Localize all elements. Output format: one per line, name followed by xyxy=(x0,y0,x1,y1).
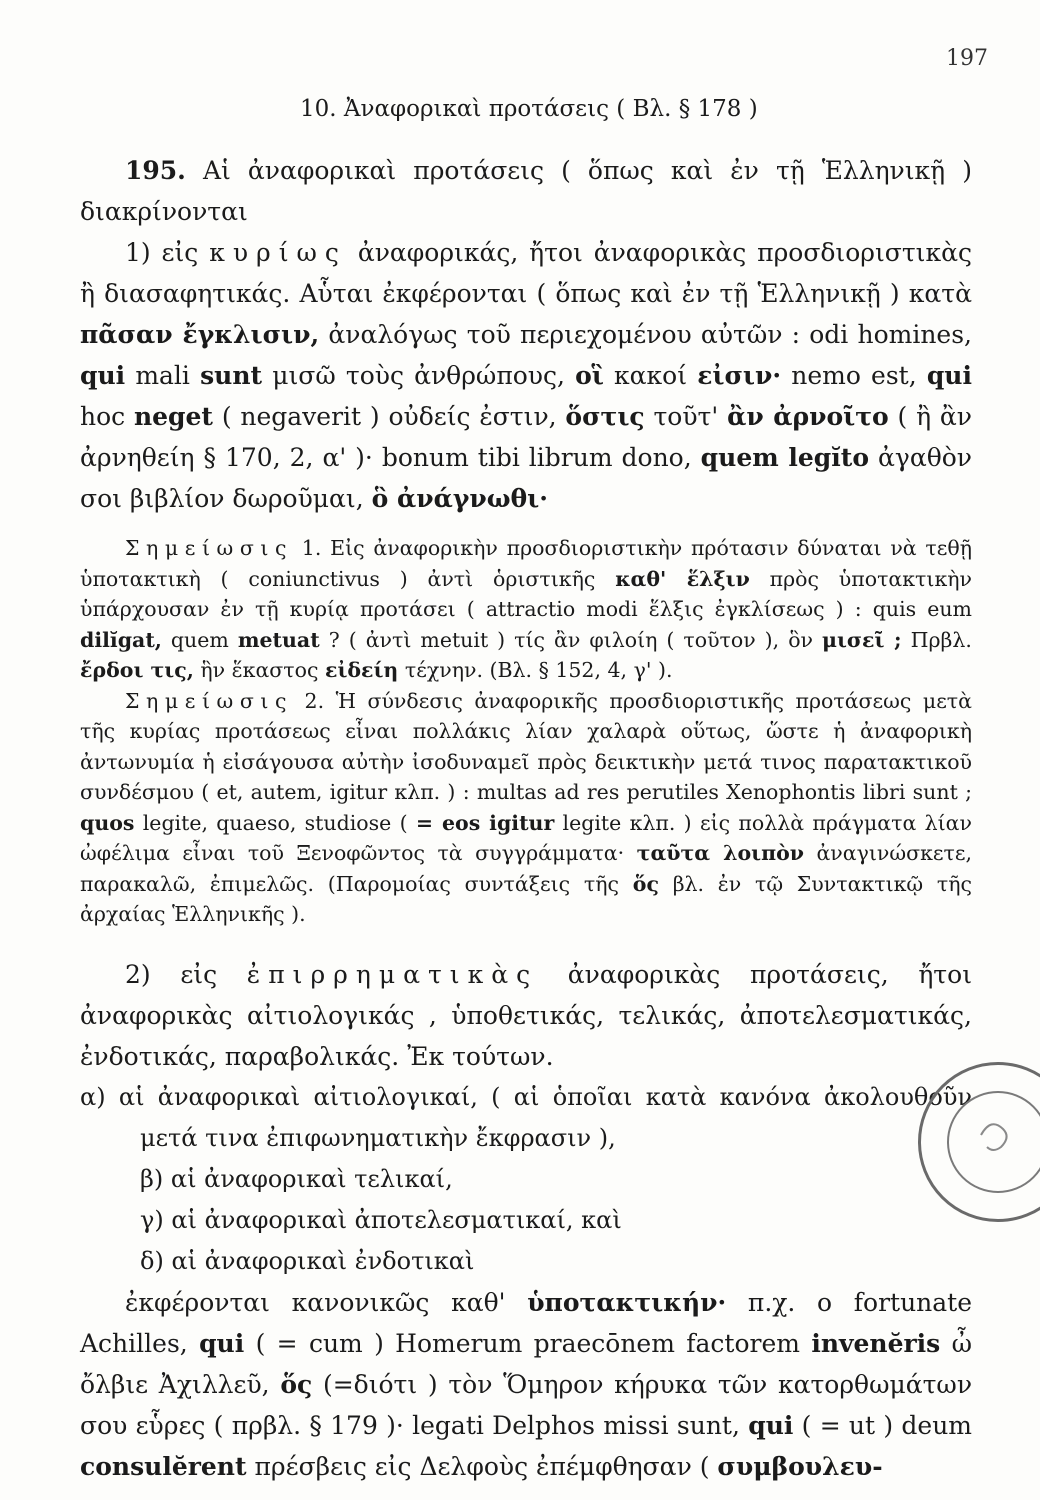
paragraph-195-item-1: 1) εἰς κυρίως ἀναφορικάς, ἤτοι ἀναφορικὰς προσδιοριστικὰς ἢ διασαφητικάς. Αὗται ἐκφέρονται ( ὅπως καὶ ἐν τῇ Ἑλληνικῇ ) κατὰ πᾶσαν ἔγκλισιν, ἀναλόγως τοῦ περιεχομένου αὐτῶν : odi homines, qui mali sunt μισῶ τοὺς ἀνθρώπους, οἳ κακοί εἰσιν· nemo est, qui hoc neget ( negaverit ) οὐδείς ἐστιν, ὅστις τοῦτ' ἂν ἀρνοῖτο ( ἢ ἂν ἀρνηθείη § 170, 2, α' )· bonum tibi librum dono, quem legĭto ἀγαθὸν σοι βιβλίον δωροῦμαι, ὃ ἀνάγνωθι· xyxy=(80,238,973,513)
note-2: Σημείωσις 2. Ἡ σύνδεσις ἀναφορικῆς προσδιοριστικῆς προτάσεως μετὰ τῆς κυρίας προτάσεως εἶναι πολλάκις λίαν χαλαρὰ οὕτως, ὥστε ἡ ἀναφορικὴ ἀντωνυμία ἡ εἰσάγουσα αὐτὴν ἰσοδυναμεῖ πρὸς δεικτικὴν μετά τινος παρατακτικοῦ συνδέσμου ( et, autem, igitur κλπ. ) : multas ad res perutiles Xenophontis libri sunt ; quos legite, quaeso, studiose ( = eos igitur legite κλπ. ) εἰς πολλὰ πράγματα λίαν ὠφέλιμα εἶναι τοῦ Ξενοφῶντος τὰ συγγράμματα· ταῦτα λοιπὸν ἀναγινώσκετε, παρακαλῶ, ἐπιμελῶς. (Παρομοίας συντάξεις τῆς ὅς βλ. ἐν τῷ Συντακτικῷ τῆς ἀρχαίας Ἑλληνικῆς ). xyxy=(80,688,972,926)
note-1: Σημείωσις 1. Εἰς ἀναφορικὴν προσδιοριστικὴν πρότασιν δύναται νὰ τεθῇ ὑποτακτικὴ ( coniunctivus ) ἀντὶ ὁριστικῆς καθ' ἕλξιν πρὸς ὑποτακτικὴν ὑπάρχουσαν ἐν τῇ κυρίᾳ προτάσει ( attractio modi ἕλξις ἐγκλίσεως ) : quis eum dilĭgat, quem metuat ? ( ἀντὶ metuit ) τίς ἂν φιλοίη ( τοῦτον ), ὃν μισεῖ ; Πρβλ. ἔρδοι τις, ἣν ἕκαστος εἰδείη τέχνην. (Βλ. § 152, 4, γ' ). xyxy=(80,536,972,682)
stamp-icon xyxy=(921,1065,1040,1219)
subitem-alpha: α) αἱ ἀναφορικαὶ αἰτιολογικαί, ( αἱ ὁποῖαι κατὰ κανόνα ἀκολουθοῦν μετά τινα ἐπιφωνηματικὴν ἔκφρασιν ), xyxy=(80,1082,972,1152)
subitem-delta: δ) αἱ ἀναφορικαὶ ἐνδοτικαὶ xyxy=(140,1246,475,1275)
page-body xyxy=(80,150,972,1487)
subitem-beta: β) αἱ ἀναφορικαὶ τελικαί, xyxy=(140,1164,453,1193)
paragraph-final: ἐκφέρονται κανονικῶς καθ' ὑποτακτικήν· π.χ. o fortunate Achilles, qui ( = cum ) Homerum praecōnem factorem invenĕris ὦ ὄλβιε Ἀχιλλεῦ, ὅς (=διότι ) τὸν Ὅμηρον κήρυκα τῶν κατορθωμάτων σου εὗρες ( πρβλ. § 179 )· legati Delphos missi sunt, qui ( = ut ) deum consulĕrent πρέσβεις εἰς Δελφοὺς ἐπέμφθησαν ( συμβουλευ- xyxy=(80,1287,973,1481)
paragraph-195-intro: 195. Αἱ ἀναφορικαὶ προτάσεις ( ὅπως καὶ ἐν τῇ Ἑλληνικῇ ) διακρίνονται xyxy=(80,156,972,226)
subitem-gamma: γ) αἱ ἀναφορικαὶ ἀποτελεσματικαί, καὶ xyxy=(140,1205,622,1234)
page-number: 197 xyxy=(946,46,988,71)
paragraph-195-item-2: 2) εἰς ἐπιρρηματικὰς ἀναφορικὰς προτάσεις, ἤτοι ἀναφορικὰς αἰτιολογικάς , ὑποθετικάς, τελικάς, ἀποτελεσματικάς, ἐνδοτικάς, παραβολικάς. Ἐκ τούτων. xyxy=(80,959,972,1071)
section-title: 10. Ἀναφορικαὶ προτάσεις ( Βλ. § 178 ) xyxy=(300,96,758,122)
library-stamp-seal xyxy=(918,1062,1040,1222)
paragraph-number: 195. xyxy=(125,156,186,185)
